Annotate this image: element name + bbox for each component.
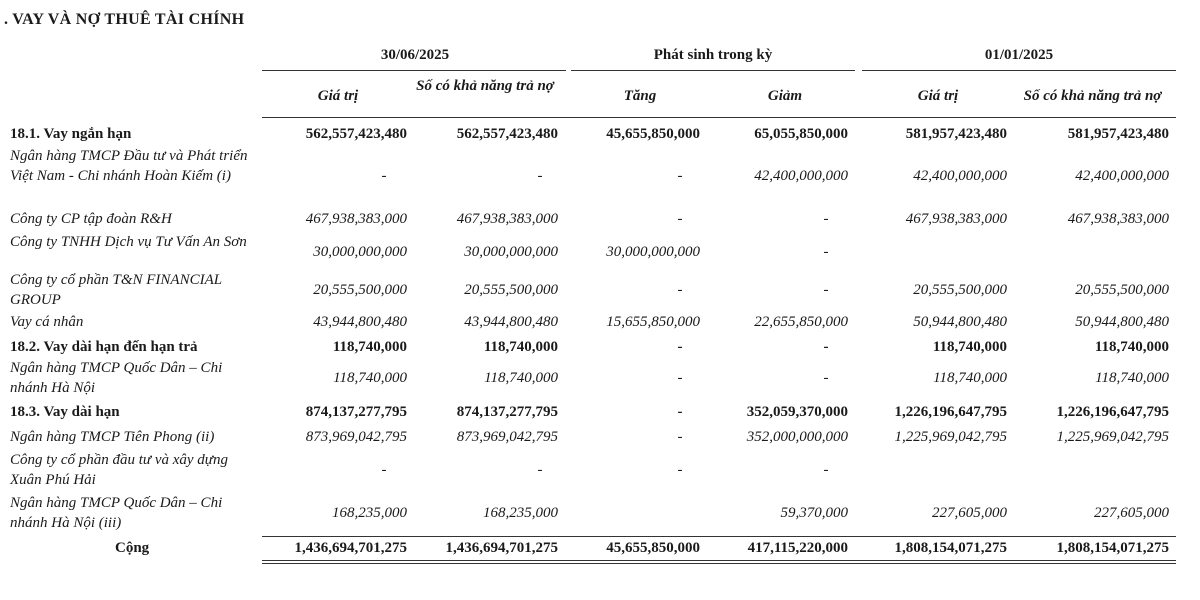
group-header-begin-period: 01/01/2025 (984, 47, 1054, 63)
total-double-rule-b (262, 563, 1176, 564)
row-value-col-5: 1,226,196,647,795 (894, 404, 1007, 420)
row-value-col-6: 50,944,800,480 (1075, 314, 1169, 330)
row-value-col-4: 22,655,850,000 (754, 314, 848, 330)
row-value-col-6: 1,808,154,071,275 (1056, 540, 1169, 556)
section-row (0, 124, 1200, 144)
row-label: 18.3. Vay dài hạn (10, 404, 120, 420)
row-label: Ngân hàng TMCP Quốc Dân – Chi nhánh Hà Nội (10, 360, 223, 396)
row-value-col-4: - (823, 339, 829, 355)
row-value-col-1: 118,740,000 (333, 370, 407, 386)
row-label: 18.1. Vay ngắn hạn (10, 126, 132, 142)
row-value-col-4: 42,400,000,000 (754, 168, 848, 184)
row-value-col-3: 45,655,850,000 (606, 126, 700, 142)
row-value-col-1: 20,555,500,000 (313, 282, 407, 298)
group-rule-end-period (262, 70, 566, 71)
row-value-col-3: - (677, 370, 683, 386)
row-label: Công ty CP tập đoàn R&H (10, 211, 172, 227)
row-label: Ngân hàng TMCP Tiên Phong (ii) (10, 429, 215, 445)
table-row (0, 270, 1200, 310)
row-value-col-4: - (823, 211, 829, 227)
row-value-col-1: 168,235,000 (332, 505, 407, 521)
row-value-col-1: 874,137,277,795 (305, 404, 407, 420)
row-label: Công ty cổ phần T&N FINANCIAL GROUP (10, 272, 222, 308)
row-value-col-6: 227,605,000 (1094, 505, 1169, 521)
row-label: Ngân hàng TMCP Quốc Dân – Chi nhánh Hà Nội (iii) (10, 495, 223, 531)
row-value-col-1: 118,740,000 (332, 339, 407, 355)
row-value-col-3: - (677, 211, 683, 227)
group-header-movement: Phát sinh trong kỳ (653, 47, 773, 63)
group-rule-movement (571, 70, 855, 71)
row-value-col-3: - (677, 404, 683, 420)
row-value-col-4: 417,115,220,000 (747, 540, 848, 556)
row-value-col-2: 874,137,277,795 (456, 404, 558, 420)
table-row (0, 146, 1200, 206)
table-row (0, 450, 1200, 490)
row-value-col-6: 467,938,383,000 (1067, 211, 1169, 227)
row-value-col-5: 50,944,800,480 (913, 314, 1007, 330)
subheader-payable-begin: Số có khả năng trả nợ (1023, 88, 1162, 104)
total-top-rule (262, 536, 1176, 537)
row-value-col-5: 20,555,500,000 (913, 282, 1007, 298)
header-bottom-rule (262, 117, 1176, 118)
row-value-col-6: 581,957,423,480 (1067, 126, 1169, 142)
row-value-col-5: 118,740,000 (932, 339, 1007, 355)
row-value-col-4: - (823, 370, 829, 386)
row-value-col-5: 1,808,154,071,275 (894, 540, 1007, 556)
row-value-col-2: 118,740,000 (484, 370, 558, 386)
row-value-col-1: 1,436,694,701,275 (294, 540, 407, 556)
row-value-col-3: - (677, 282, 683, 298)
row-value-col-5: 467,938,383,000 (905, 211, 1007, 227)
row-value-col-5: 227,605,000 (932, 505, 1007, 521)
row-value-col-5: 118,740,000 (933, 370, 1007, 386)
table-row (0, 209, 1200, 229)
row-value-col-3: - (677, 339, 683, 355)
subheader-decrease: Giảm (767, 88, 803, 104)
row-label: Ngân hàng TMCP Đầu tư và Phát triển Việt Nam - Chi nhánh Hoàn Kiếm (i) (10, 148, 248, 184)
row-value-col-2: 30,000,000,000 (464, 244, 558, 260)
section-row (0, 402, 1200, 422)
row-label: Cộng (115, 540, 150, 556)
subheader-value-begin: Giá trị (917, 88, 959, 104)
group-rule-begin-period (862, 70, 1176, 71)
table-row (0, 358, 1200, 398)
row-value-col-2: 873,969,042,795 (456, 429, 558, 445)
row-value-col-3: 30,000,000,000 (606, 244, 700, 260)
row-value-col-1: - (381, 168, 387, 184)
row-value-col-2: - (537, 168, 543, 184)
row-value-col-6: 20,555,500,000 (1075, 282, 1169, 298)
row-value-col-1: 562,557,423,480 (305, 126, 407, 142)
row-value-col-2: 1,436,694,701,275 (445, 540, 558, 556)
section-row (0, 337, 1200, 357)
row-value-col-5: 1,225,969,042,795 (894, 429, 1007, 445)
row-value-col-4: 59,370,000 (780, 505, 848, 521)
row-value-col-4: 352,000,000,000 (746, 429, 848, 445)
row-value-col-2: 562,557,423,480 (456, 126, 558, 142)
table-row (0, 312, 1200, 332)
row-value-col-4: 65,055,850,000 (754, 126, 848, 142)
row-value-col-2: - (537, 462, 543, 478)
row-value-col-1: - (381, 462, 387, 478)
table-row (0, 232, 1200, 272)
row-label: Công ty cổ phần đầu tư và xây dựng Xuân Phú Hải (10, 452, 228, 488)
row-label: Công ty TNHH Dịch vụ Tư Vấn An Sơn (10, 234, 247, 250)
row-value-col-4: - (823, 244, 829, 260)
row-value-col-1: 873,969,042,795 (305, 429, 407, 445)
row-value-col-2: 20,555,500,000 (464, 282, 558, 298)
row-value-col-3: 45,655,850,000 (606, 540, 700, 556)
row-value-col-6: 1,226,196,647,795 (1056, 404, 1169, 420)
row-value-col-4: - (823, 462, 829, 478)
row-value-col-4: - (823, 282, 829, 298)
row-value-col-5: 42,400,000,000 (913, 168, 1007, 184)
row-value-col-6: 42,400,000,000 (1075, 168, 1169, 184)
row-value-col-6: 118,740,000 (1095, 370, 1169, 386)
row-value-col-3: - (677, 462, 683, 478)
row-value-col-1: 30,000,000,000 (313, 244, 407, 260)
row-value-col-3: - (677, 168, 683, 184)
row-value-col-2: 467,938,383,000 (456, 211, 558, 227)
section-title: . VAY VÀ NỢ THUÊ TÀI CHÍNH (4, 11, 245, 28)
row-value-col-3: - (677, 429, 683, 445)
subheader-increase: Tăng (623, 88, 657, 104)
group-header-end-period: 30/06/2025 (380, 47, 450, 63)
row-value-col-4: 352,059,370,000 (746, 404, 848, 420)
row-value-col-6: 118,740,000 (1094, 339, 1169, 355)
subheader-value-end: Giá trị (317, 88, 359, 104)
row-value-col-1: 43,944,800,480 (313, 314, 407, 330)
row-label: Vay cá nhân (10, 314, 84, 330)
row-value-col-2: 118,740,000 (483, 339, 558, 355)
row-value-col-3: 15,655,850,000 (606, 314, 700, 330)
total-row (0, 538, 1200, 558)
row-value-col-2: 43,944,800,480 (464, 314, 558, 330)
table-row (0, 427, 1200, 447)
row-value-col-5: 581,957,423,480 (905, 126, 1007, 142)
row-value-col-1: 467,938,383,000 (305, 211, 407, 227)
table-row (0, 493, 1200, 533)
row-value-col-2: 168,235,000 (483, 505, 558, 521)
total-double-rule-a (262, 560, 1176, 561)
row-label: 18.2. Vay dài hạn đến hạn trả (10, 339, 198, 355)
row-value-col-6: 1,225,969,042,795 (1056, 429, 1169, 445)
subheader-payable-end: Số có khả năng trả nợ (416, 78, 554, 94)
